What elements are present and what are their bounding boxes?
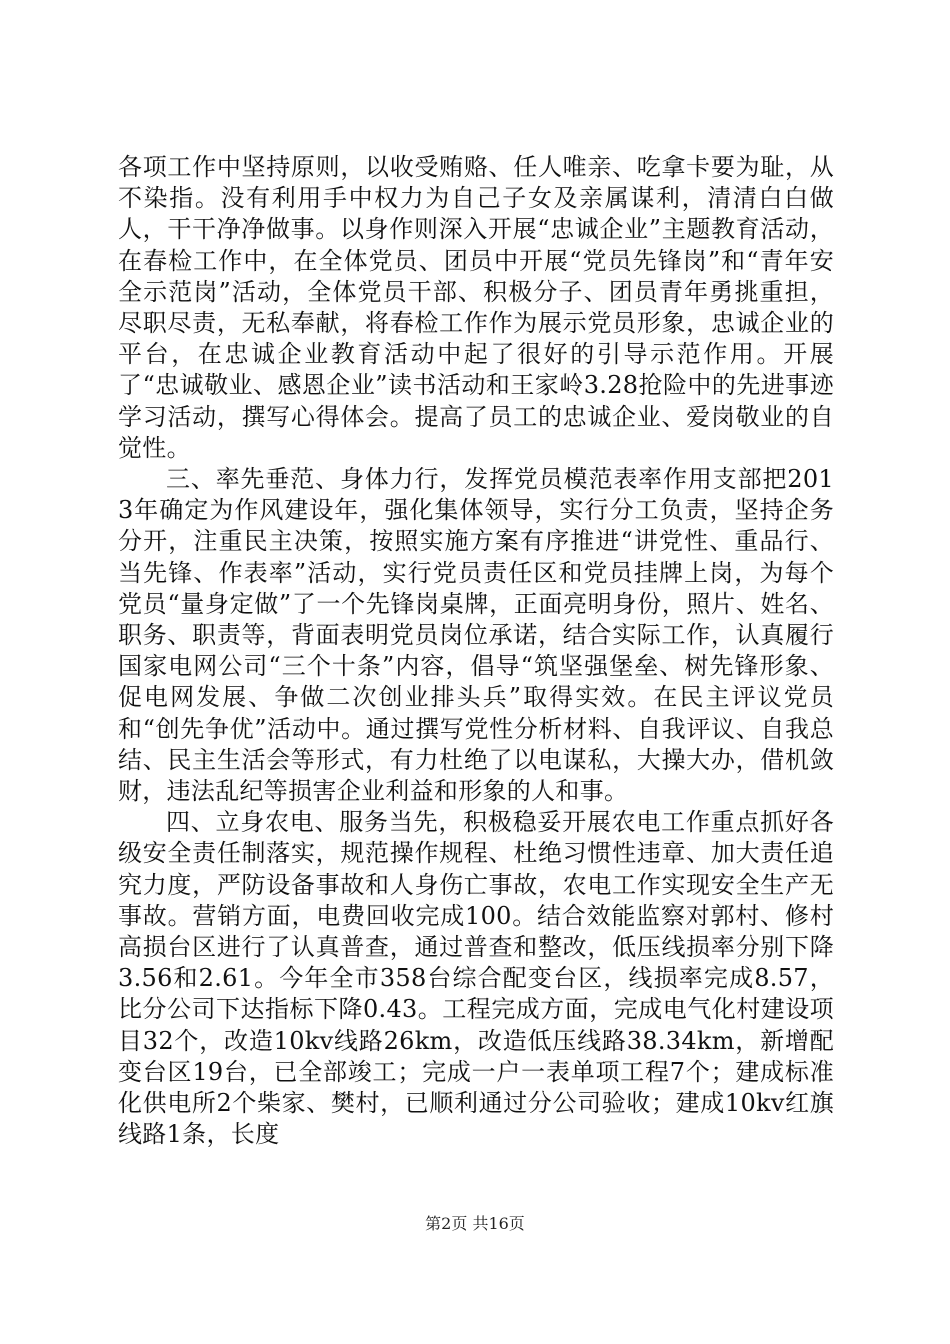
paragraph-integrity: 各项工作中坚持原则，以收受贿赂、任人唯亲、吃拿卡要为耻，从不染指。没有利用手中权力为自己子女及亲属谋利，清清白白做人，干干净净做事。以身作则深入开展“忠诚企业”主题教育活动，在春检工作中，在全体党员、团员中开展“党员先锋岗”和“青年安全示范岗”活动，全体党员干部、积极分子、团员青年勇挑重担，尽职尽责，无私奉献，将春检工作作为展示党员形象，忠诚企业的平台，在忠诚企业教育活动中起了很好的引导示范作用。开展了“忠诚敬业、感恩企业”读书活动和王家岭3.28抢险中的先进事迹学习活动，撰写心得体会。提高了员工的忠诚企业、爱岗敬业的自觉性。 (118, 153, 834, 462)
paragraph-section-four: 四、立身农电、服务当先，积极稳妥开展农电工作重点抓好各级安全责任制落实，规范操作规程、杜绝习惯性违章、加大责任追究力度，严防设备事故和人身伤亡事故，农电工作实现安全生产无事故。营销方面，电费回收完成100。结合效能监察对郭村、修村高损台区进行了认真普查，通过普查和整改，低压线损率分别下降3.56和2.61。今年全市358台综合配变台区，线损率完成8.57，比分公司下达指标下降0.43。工程完成方面，完成电气化村建设项目32个，改造10kv线路26km，改造低压线路38.34km，新增配变台区19台，已全部竣工；完成一户一表单项工程7个；建成标准化供电所2个柴家、樊村，已顺利通过分公司验收；建成10kv红旗线路1条，长度 (118, 808, 834, 1149)
paragraph-section-three: 三、率先垂范、身体力行，发挥党员模范表率作用支部把2013年确定为作风建设年，强化集体领导，实行分工负责，坚持企务分开，注重民主决策，按照实施方案有序推进“讲党性、重品行、当先锋、作表率”活动，实行党员责任区和党员挂牌上岗，为每个党员“量身定做”了一个先锋岗桌牌，正面亮明身份，照片、姓名、职务、职责等，背面表明党员岗位承诺，结合实际工作，认真履行国家电网公司“三个十条”内容，倡导“筑坚强堡垒、树先锋形象、促电网发展、争做二次创业排头兵”取得实效。在民主评议党员和“创先争优”活动中。通过撰写党性分析材料、自我评议、自我总结、民主生活会等形式，有力杜绝了以电谋私，大操大办，借机敛财，违法乱纪等损害企业利益和形象的人和事。 (118, 465, 834, 806)
page-number-footer: 第2页 共16页 (425, 1214, 525, 1233)
body-text (118, 152, 834, 1151)
